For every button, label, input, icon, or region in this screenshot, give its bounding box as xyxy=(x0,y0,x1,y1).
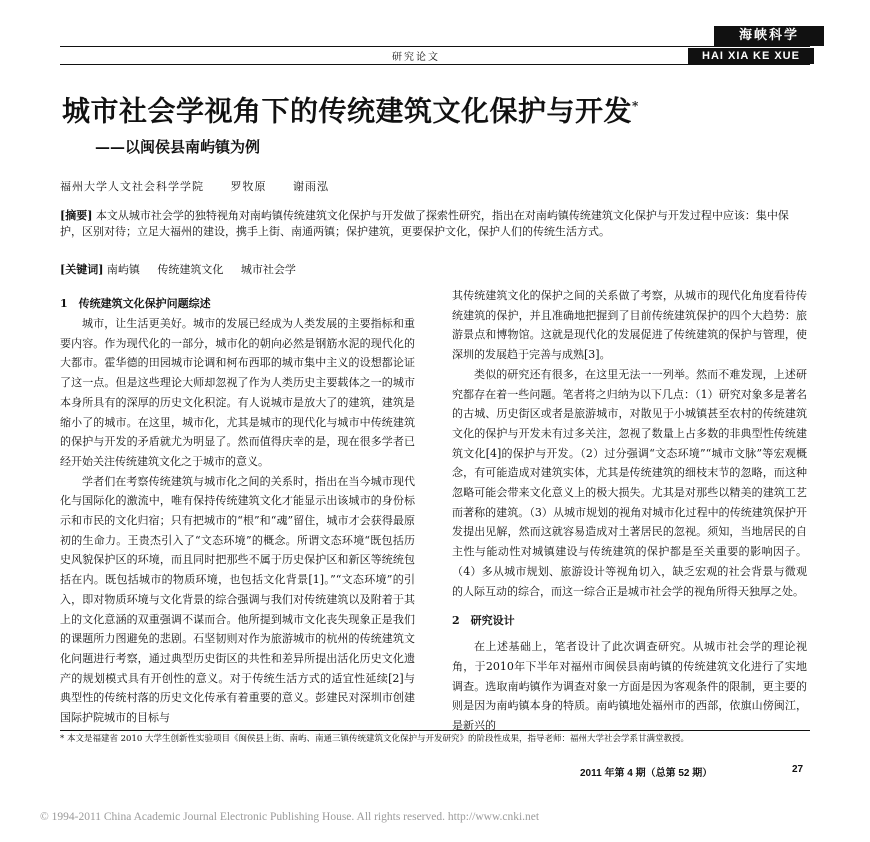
section-heading-2: 2 研究设计 xyxy=(452,614,515,628)
journal-brand: 海峡科学 xyxy=(714,26,824,46)
body-column-left xyxy=(60,294,415,728)
keyword: 南屿镇 xyxy=(106,263,140,276)
paragraph: 学者们在考察传统建筑与城市化之间的关系时，指出在当今城市现代化与国际化的激流中，唯有保持传统建筑文化才能显示出该城市的身份标示和市民的文化归宿；只有把城市的“根”和“魂”留住，城市才会获得最原初的生命力。王贵杰引入了“文态环境”的概念。所谓文态环境“既包括历史风貌保护区的环境，而且同时把那些不属于历史保护区和新区等统统包括在内。既包括城市的物质环境，也包括文化背景[1]。”“文态环境”的引入，即对物质环境与文化背景的综合强调与我们对传统建筑以及附着于其上的文化意涵的双重强调不谋而合。他所提到城市文化丧失现象正是我们的课题所力图避免的悲剧。石坚韧则对作为旅游城市的杭州的传统建筑文化问题进行考察，通过典型历史街区的共性和差异所提出活化历史文化遗产的规划模式具有开创性的意义。对于传统生活方式的适宜性延续[2]与典型性的传统村落的历史文化传承有着重要的意义。彭建民对深圳市创建国际护院城市的目标与 xyxy=(60,474,415,725)
header-rule xyxy=(60,46,810,47)
paragraph: 在上述基础上，笔者设计了此次调查研究。从城市社会学的理论视角，于2010年下半年对福州市闽侯县南屿镇的传统建筑文化进行了实地调查。选取南屿镇作为调查对象一方面是因为客观条件的限制，更主要的则是因为南屿镇本身的特质。南屿镇地处福州市的西部，依旗山傍闽江，是新兴的 xyxy=(452,640,807,733)
abstract xyxy=(60,208,810,239)
title-text: 城市社会学视角下的传统建筑文化保护与开发 xyxy=(62,94,633,128)
journal-brand-en: HAI XIA KE XUE xyxy=(688,48,814,64)
keyword: 城市社会学 xyxy=(240,263,296,276)
body-column-right xyxy=(452,286,807,736)
paragraph: 城市，让生活更美好。城市的发展已经成为人类发展的主要指标和重要内容。作为现代化的一部分，城市化的朝向必然是钢筋水泥的现代化的大都市。霍华德的田园城市论调和柯布西耶的城市集中主义的设想都论证了这一点。但是这些理论大师却忽视了作为人类历史主要载体之一的城市本身所具有的深厚的历史文化积淀。有人说城市是放大了的建筑，建筑是缩小了的城市。在这里，城市化，尤其是城市的现代化与城市中传统建筑的保护与开发的矛盾就尤为明显了。然而值得庆幸的是，现在很多学者已经开始关注传统建筑文化之于城市的意义。 xyxy=(60,317,415,468)
author-2: 谢雨泓 xyxy=(293,180,329,193)
section-heading-1: 1 传统建筑文化保护问题综述 xyxy=(60,297,211,310)
abstract-text: 本文从城市社会学的独特视角对南屿镇传统建筑文化保护与开发做了探索性研究，指出在对南屿镇传统建筑文化保护与开发过程中应该：集中保护，区别对待；立足大福州的建设，携手上街、南通两镇；保护建筑，更要保护文化，保护人们的传统生活方式。 xyxy=(60,209,789,238)
copyright-watermark: © 1994-2011 China Academic Journal Electronic Publishing House. All rights reserved. http://www.cnki.net xyxy=(40,811,540,823)
affiliation: 福州大学人文社会科学学院 xyxy=(60,180,204,193)
abstract-label: [摘要] xyxy=(60,209,93,222)
article-subtitle: ——以闽侯县南屿镇为例 xyxy=(95,138,261,156)
header-rule-lower xyxy=(60,64,810,65)
keyword: 传统建筑文化 xyxy=(157,263,224,276)
issue-info: 2011 年第 4 期（总第 52 期） xyxy=(580,768,713,779)
author-line xyxy=(60,178,510,194)
title-footnote-mark: * xyxy=(632,99,639,113)
footnote-rule xyxy=(60,730,810,731)
paragraph: 类似的研究还有很多，在这里无法一一列举。然而不难发现，上述研究都存在着一些问题。笔者将之归纳为以下几点：（1）研究对象多是著名的古城、历史街区或者是旅游城市，对散见于小城镇甚至农村的传统建筑文化的保护与开发未有过多关注，忽视了数量上占多数的非典型性传统建筑文化[4]的保护与开发。（2）过分强调“文态环境”“城市文脉”等宏观概念，有可能造成对建筑实体，尤其是传统建筑的细枝末节的忽略，而这种忽略可能会带来文化意义上的极大损失。尤其是对那些以精美的建筑工艺而著称的建筑。（3）从城市规划的视角对城市化过程中的传统建筑保护开发提出见解，然而这就容易造成对土著居民的忽视。须知，当地居民的自主性与能动性对城镇建设与传统建筑的保护都是至关重要的影响因子。（4）多从城市规划、旅游设计等视角切入，缺乏宏观的社会背景与微观的人际互动的综合，而这一综合正是城市社会学的视角所得天独厚之处。 xyxy=(452,367,807,598)
page-number: 27 xyxy=(792,764,804,775)
article-title xyxy=(62,86,822,131)
author-1: 罗牧原 xyxy=(230,180,267,193)
paragraph-continued: 其传统建筑文化的保护之间的关系做了考察，从城市的现代化角度看待传统建筑的保护，并且准确地把握到了目前传统建筑保护的四个大趋势：旅游景点和博物馆。这就是现代化的发展促进了传统建筑的保护与管理，使深圳的发展趋于完善与成熟[3]。 xyxy=(452,289,807,362)
keywords xyxy=(60,262,810,277)
keywords-label: [关键词] xyxy=(60,263,104,276)
footnote: * 本文是福建省 2010 大学生创新性实验项目《闽侯县上街、南屿、南通三镇传统建筑文化保护与开发研究》的阶段性成果，指导老师：福州大学社会学系甘满堂教授。 xyxy=(60,734,689,744)
section-tag: 研究论文 xyxy=(392,52,440,63)
